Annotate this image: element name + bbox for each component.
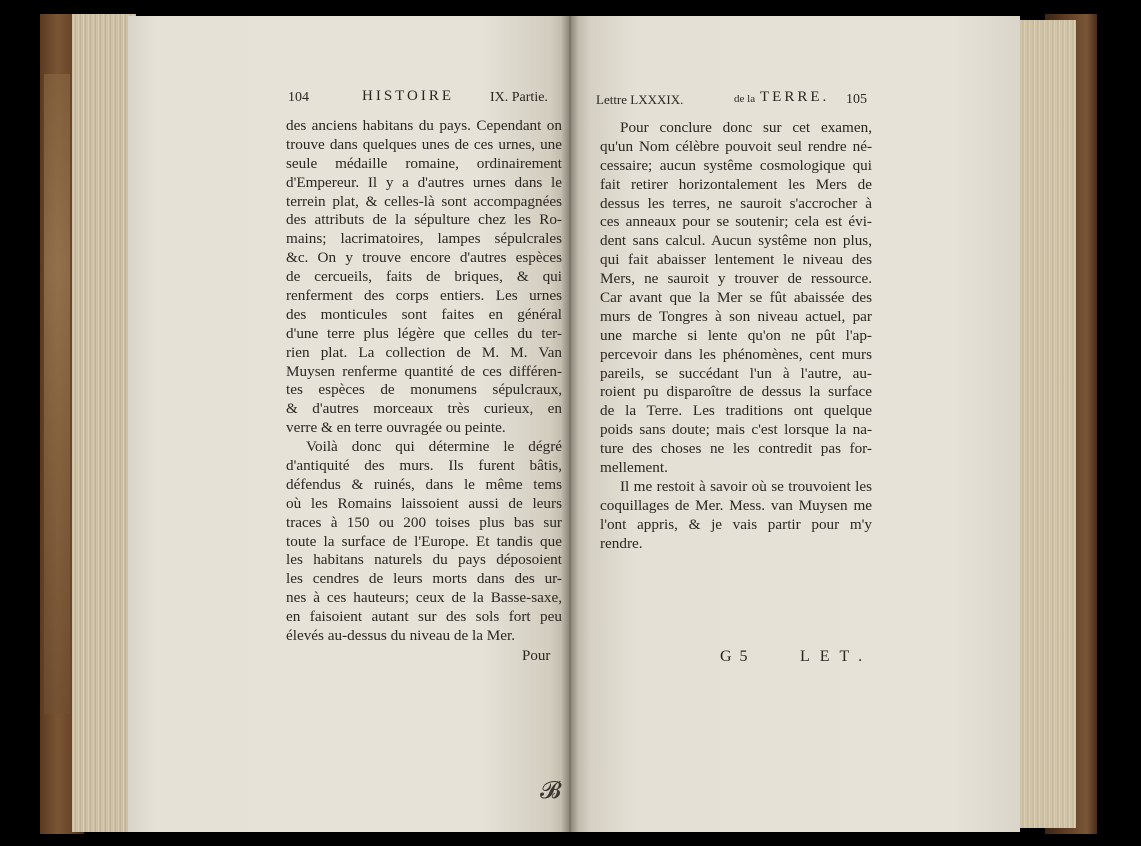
text-line: poids sans doute; mais c'est lorsque la na- — [600, 421, 872, 439]
text-line: percevoir dans les phénomènes, cent murs — [600, 345, 872, 363]
text-line: ture des choses ne les contredit pas for- — [600, 440, 872, 458]
text-line: verre & en terre ouvragée ou peinte. — [286, 419, 506, 437]
text-line: Car avant que la Mer se fût abaissée des — [600, 289, 872, 307]
text-line: qui fait abaisser lentement le niveau des — [600, 251, 872, 269]
text-line: Pour conclure donc sur cet examen, — [620, 119, 872, 136]
left-body-text — [286, 117, 562, 646]
text-line: murs de Tongres à son niveau actuel, par — [600, 307, 872, 325]
page-edges-left — [72, 14, 136, 832]
text-line: terrein plat, & celles-là sont accompagnées — [286, 192, 562, 210]
right-letter-label: Lettre LXXXIX. — [596, 92, 684, 107]
text-line: renferment des corps entiers. Les urnes — [286, 287, 562, 305]
text-line: roient pu disparoître de dessus la surface — [600, 383, 872, 401]
left-running-title: HISTOIRE — [362, 88, 455, 104]
text-line: d'une terre plus légère que celles du ter- — [286, 324, 562, 342]
text-line: qu'un Nom célèbre pouvoit seul rendre né- — [600, 137, 872, 155]
text-line: rendre. — [600, 534, 643, 552]
text-line: Mers, ne sauroit y trouver de ressource. — [600, 270, 872, 288]
text-line: cessaire; aucun systême cosmologique qui — [600, 156, 872, 174]
text-line: mellement. — [600, 459, 668, 477]
text-line: où les Romains laissoient aussi de leurs — [286, 494, 562, 512]
text-line: tes espèces de monumens sépulcraux, — [286, 381, 562, 399]
page-edges-right — [1016, 20, 1076, 828]
book-gutter — [560, 16, 580, 832]
text-line: les cendres de leurs morts dans des ur- — [286, 570, 562, 588]
text-line: mains; lacrimatoires, lampes sépulcrales — [286, 230, 562, 248]
text-line: d'Empereur. Il y a d'autres urnes dans le — [286, 173, 562, 191]
left-catchword: Pour — [522, 648, 551, 664]
signature-mark: G 5 — [720, 648, 750, 665]
right-catchword: LET. — [800, 648, 873, 665]
text-line: une marche si lente qu'on ne pût l'ap- — [600, 326, 872, 344]
text-line: les habitans naturels du pays déposoient — [286, 551, 562, 569]
text-line: seule médaille romaine, ordinairement — [286, 154, 562, 172]
text-line: fait retirer horizontalement les Mers de — [600, 175, 872, 193]
text-line: coquillages de Mer. Mess. van Muysen me — [600, 496, 872, 514]
text-line: défendus & ruinés, dans le même tems — [286, 475, 562, 493]
text-line: traces à 150 ou 200 toises plus bas sur — [286, 513, 562, 531]
text-line: & d'autres morceaux très curieux, en — [286, 400, 562, 418]
right-body-text — [600, 119, 872, 553]
text-line: trouve dans quelques unes de ces urnes, une — [286, 135, 562, 153]
ink-mark-icon: 𝓑 — [540, 778, 562, 804]
text-line: nes à ces hauteurs; ceux de la Basse-saxe, — [286, 589, 562, 607]
text-line: des anciens habitans du pays. Cependant on — [286, 117, 562, 134]
text-line: toute la surface de l'Europe. Et tandis que — [286, 532, 562, 550]
left-part-label: IX. Partie. — [490, 90, 548, 105]
right-de-la: de la — [734, 93, 756, 105]
right-running-title: TERRE. — [760, 89, 830, 105]
text-line: pareils, se succédant l'un à l'autre, au- — [600, 364, 872, 382]
text-line: Voilà donc qui détermine le dégré — [306, 438, 562, 456]
text-line: Muysen renferme quantité de ces différen- — [286, 362, 562, 380]
text-line: de la Terre. Les traditions ont quelque — [600, 402, 872, 420]
text-line: d'antiquité des murs. Ils furent bâtis, — [286, 457, 562, 475]
text-line: en faisoient autant sur des sols fort peu — [286, 608, 562, 626]
text-line: &c. On y trouve encore d'autres espèces — [286, 249, 562, 267]
text-line: rien plat. La collection de M. M. Van — [286, 343, 562, 361]
right-page-number: 105 — [846, 92, 867, 107]
text-line: élevés au-dessus du niveau de la Mer. — [286, 627, 516, 645]
text-line: des attributs de la sépulture chez les Ro- — [286, 211, 562, 229]
text-line: dent sans calcul. Aucun systême non plus, — [600, 232, 872, 250]
text-line: dessus les terres, ne sauroit s'accrocher à — [600, 194, 872, 212]
text-line: de cercueils, faits de briques, & qui — [286, 268, 562, 286]
left-page-number: 104 — [288, 90, 309, 105]
text-line: Il me restoit à savoir où se trouvoient les — [620, 477, 872, 495]
text-line: l'ont appris, & je vais partir pour m'y — [600, 515, 872, 533]
text-line: des monticules sont faites en général — [286, 305, 562, 323]
text-line: ces anneaux pour se soutenir; cela est évi- — [600, 213, 872, 231]
